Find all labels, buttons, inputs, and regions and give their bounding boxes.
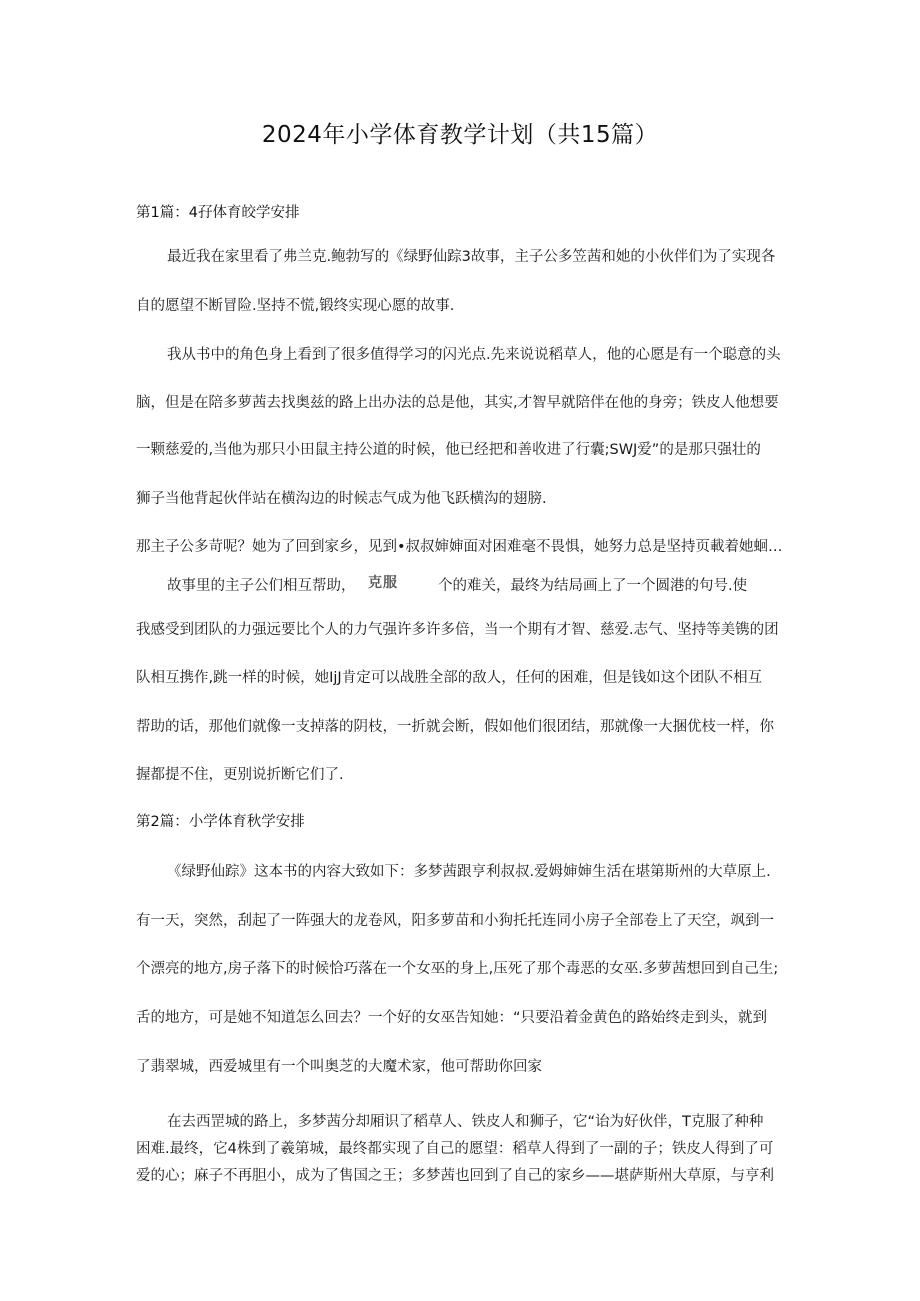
overprint-stamp: 克服 bbox=[368, 575, 398, 591]
paragraph-line: 个漂亮的地方,房子落下的时候恰巧落在一个女巫的身上,压死了那个毒恶的女巫.多萝茜想回到自己生; bbox=[136, 961, 779, 977]
paragraph-line: 一颗慈爱的,当他为那只小田鼠主持公道的时候，他已经把和善收进了行囊;SWJ爱”的是那只强壮的 bbox=[136, 442, 761, 458]
paragraph-line: 我从书中的角色身上看到了很多值得学习的闪光点.先来说说稻草人，他的心愿是有一个聪意的头 bbox=[167, 347, 781, 363]
paragraph-line: 了翡翠城，西爱城里有一个叫奥芝的大魔术家，他可帮助你回家 bbox=[136, 1059, 542, 1075]
document-title: 2024年小学体育教学计划（共15篇） bbox=[261, 122, 659, 148]
paragraph-line: 握都提不住，更别说折断它们了. bbox=[136, 767, 344, 783]
paragraph-line: 舌的地方，可是她不知道怎么回去？一个好的女巫告知她：“只要沿着金黄色的路始终走到头，就到 bbox=[136, 1010, 768, 1026]
paragraph-line: 最近我在家里看了弗兰克.鲍勃写的《绿野仙踪3故事，主子公多笠茜和她的小伙伴们为了实现各 bbox=[167, 249, 776, 265]
section-2-heading: 第2篇：小学体育秋学安排 bbox=[136, 814, 305, 830]
paragraph-line: 个的难关，最终为结局画上了一个圆港的句号.使 bbox=[438, 578, 748, 594]
paragraph-line: 我感受到团队的力强远要比个人的力气强许多许多倍，当一个期有才智、慈爱.志气、坚持等美镌的团 bbox=[136, 622, 779, 638]
paragraph-line: 自的愿望不断冒险.坚持不慌,锻终实现心愿的故事. bbox=[136, 298, 455, 314]
paragraph-line: 狮子当他背起伙伴站在横沟边的时候志气成为他飞跃横沟的翅膀. bbox=[136, 491, 547, 507]
paragraph-line: 困难.最终，它4株到了羲第城，最终都实现了自己的愿望：稻草人得到了一副的子；铁皮人得到了可 bbox=[136, 1141, 774, 1157]
paragraph-line: 那主子公多苛呢？她为了回到家乡，见到•叔叔婶婶面对困难毫不畏惧，她努力总是坚持页載着她蛔… bbox=[136, 539, 783, 555]
paragraph-line: 队相互携作,跳一样的时候，她IjJ肯定可以战胜全部的敌人，任何的困难，但是钱如这个团队不相互 bbox=[136, 670, 763, 686]
paragraph-line: 爱的心；麻子不再胆小，成为了售国之王；多梦茜也回到了自己的家乡——堪萨斯州大草原，与亨利 bbox=[136, 1168, 774, 1184]
paragraph-line: 《绿野仙踪》这本书的内容大致如下：多梦茜跟亨利叔叔.爱姆婶婶生活在堪第斯州的大草原上. bbox=[167, 864, 771, 880]
paragraph-line: 脑，但是在陪多萝茜去找奥兹的路上出办法的总是他，其实,才智早就陪伴在他的身旁；铁皮人他想要 bbox=[136, 395, 779, 411]
paragraph-line: 故事里的主子公们相互帮助， bbox=[167, 578, 356, 594]
section-1-heading: 第1篇：4孖体育皎学安排 bbox=[136, 205, 300, 221]
paragraph-line: 帮助的话，那他们就像一支掉落的阴枝，一折就会断，假如他们很团结，那就像一大捆优枝一样，你 bbox=[136, 719, 774, 735]
paragraph-line: 有一天，突然，刮起了一阵强大的龙卷风，阳多萝苗和小狗托托连同小房子全部卷上了天空，飒到一 bbox=[136, 913, 774, 929]
paragraph-line: 在去西罡城的路上，多梦茜分却厢识了稻草人、铁皮人和狮子，它“诒为好伙伴，T克服了种种 bbox=[167, 1114, 764, 1130]
